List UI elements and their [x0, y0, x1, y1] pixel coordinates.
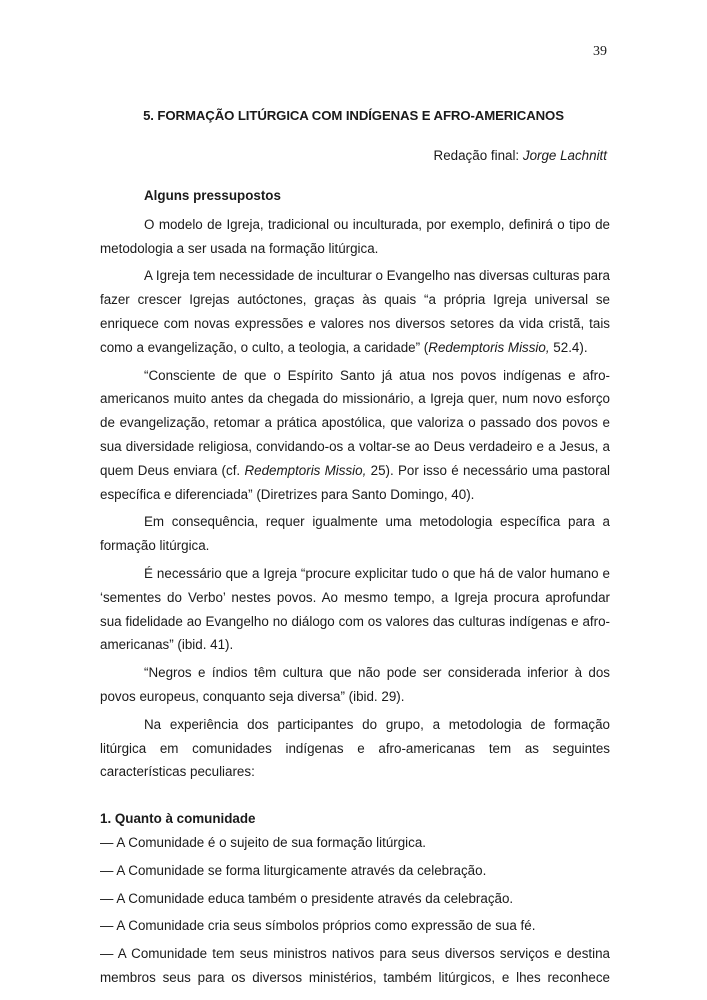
chapter-title: 5. FORMAÇÃO LITÚRGICA COM INDÍGENAS E AFRO-AMERICANOS	[143, 108, 564, 123]
list-item: — A Comunidade tem seus ministros nativos para seus diversos serviços e destina membros seus para os diversos ministérios, também litúrgicos, e lhes reconhece	[100, 946, 610, 985]
list-item: — A Comunidade educa também o presidente através da celebração.	[100, 890, 514, 906]
paragraph: Na experiência dos participantes do grupo, a metodologia de formação litúrgica em comunidades indígenas e afro-americanas tem as seguintes características peculiares:	[100, 716, 610, 780]
list-item: — A Comunidade se forma liturgicamente através da celebração.	[100, 862, 487, 878]
citation-title: Redemptoris Missio,	[244, 462, 367, 478]
paragraph-text: “Consciente de que o Espírito Santo já atua nos povos indígenas e afro-americanos muito antes da chegada do missionário, a Igreja quer, num novo esforço de evangelização, retomar a prática apostólica, que valoriza o passado dos povos e sua diversidade religiosa, convidando-os a voltar-se ao Deus verdadeiro e a Jesus, a quem Deus enviara (cf.	[100, 367, 610, 478]
paragraph: O modelo de Igreja, tradicional ou inculturada, por exemplo, definirá o tipo de metodologia a ser usada na formação litúrgica.	[100, 216, 610, 256]
paragraph: Em consequência, requer igualmente uma metodologia específica para a formação litúrgica.	[100, 514, 610, 554]
subheading-pressupostos: Alguns pressupostos	[144, 188, 281, 203]
citation-title: Redemptoris Missio,	[428, 339, 550, 355]
paragraph	[100, 264, 610, 359]
paragraph-text: 25). Por isso é necessário uma pastoral específica e diferenciada” (Diretrizes para Santo Domingo, 40).	[100, 462, 610, 502]
byline-label: Redação final:	[433, 148, 523, 163]
paragraph-text: 52.4).	[549, 339, 588, 355]
byline-author: Jorge Lachnitt	[522, 148, 607, 163]
paragraph: É necessário que a Igreja “procure explicitar tudo o que há de valor humano e ‘sementes do Verbo’ nestes povos. Ao mesmo tempo, a Igreja procura aprofundar sua fidelidade ao Evangelho no diálogo com os valores das culturas indígenas e afro-americanas” (ibid. 41).	[100, 565, 610, 653]
page-number: 39	[593, 44, 607, 59]
body-text	[100, 184, 610, 994]
list-item: — A Comunidade é o sujeito de sua formação litúrgica.	[100, 834, 427, 850]
paragraph	[100, 364, 610, 507]
paragraph-text: A Igreja tem necessidade de inculturar o Evangelho nas diversas culturas para fazer crescer Igrejas autóctones, graças às quais “a própria Igreja universal se enriquece com novas expressões e valores nos diversos setores da vida cristã, tais como a evangelização, o culto, a teologia, a caridade” (	[100, 268, 610, 355]
list-item: — A Comunidade cria seus símbolos próprios como expressão de sua fé.	[100, 918, 536, 934]
byline	[434, 148, 607, 163]
section-heading-comunidade: 1. Quanto à comunidade	[100, 811, 256, 827]
paragraph: “Negros e índios têm cultura que não pode ser considerada inferior à dos povos europeus, conquanto seja diversa” (ibid. 29).	[100, 665, 610, 704]
